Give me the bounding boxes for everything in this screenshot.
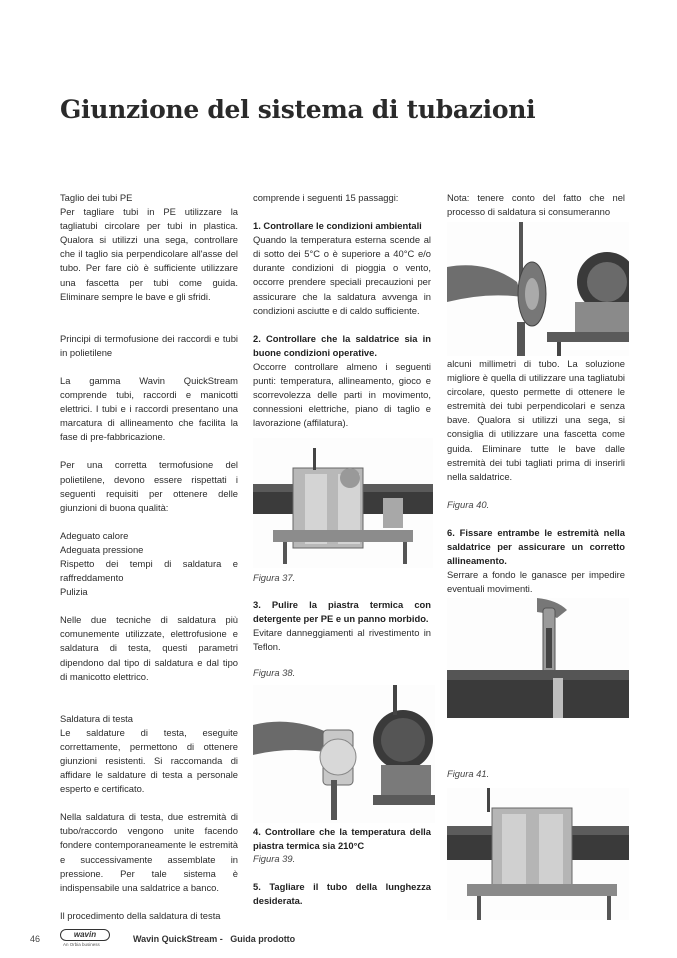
paragraph: Le saldature di testa, eseguite correttamente, permettono di ottenere giunzioni resistenti. Si raccomanda di affidare le saldature di testa a personale esperto e certificato.: [60, 726, 238, 795]
step-4-title: 4. Controllare che la temperatura della piastra termica sia 210°C: [253, 826, 431, 852]
list-item: Adeguata pressione: [60, 543, 144, 555]
figure-40-caption: Figura 40.: [447, 498, 490, 510]
text-column-3: [447, 191, 625, 219]
paragraph: Per una corretta termofusione del polietilene, devono essere rispettati i seguenti requisiti per ottenere delle giunzioni di buona qualità:: [60, 459, 238, 513]
paragraph: Per tagliare tubi in PE utilizzare la tagliatubi circolare per tubi in plastica. Qualora si utilizzi una sega, controllare che il taglio sia perpendicolare all'asse del tubo. Per fare ciò è sufficiente utilizzare una fascetta per tubi come guida. Eliminare sempre le bave e gli sfridi.: [60, 206, 238, 302]
step-3-title: 3. Pulire la piastra termica con detergente per PE e un panno morbido.: [253, 599, 431, 625]
paragraph: Nella saldatura di testa, due estremità di tubo/raccordo vengono unite facendo fondere contemporaneamente le estremità e successivamente assemblate in pressione. Per tale sistema è indispensabile una saldatrice a banco.: [60, 811, 238, 893]
logo-subtitle: An Orbia business: [63, 942, 100, 947]
paragraph: Nelle due tecniche di saldatura più comunemente utilizzate, elettrofusione e saldatura di testa, questi parametri dipendono dal tipo di saldatura e dal tipo di manicotto elettrico.: [60, 614, 238, 682]
text-column-1: [60, 191, 238, 923]
step-2-text: Occorre controllare almeno i seguenti punti: temperatura, allineamento, gioco e scorrevolezza delle parti in movimento, connessioni elettriche, piano di taglio e lavorazione (affilatura).: [253, 360, 431, 429]
note-paragraph: Nota: tenere conto del fatto che nel processo di saldatura si consumeranno: [447, 192, 625, 218]
page-number: 46: [30, 934, 41, 944]
figure-39-caption: Figura 39.: [253, 853, 296, 864]
step-1-text: Quando la temperatura esterna scende al di sotto dei 5°C o è superiore a 40°C e/o durante condizioni di pioggia o vento, occorre prendere speciali precauzioni per assicurare che la saldatura avvenga in condizioni asciutte e di caldo sufficiente.: [253, 234, 431, 316]
figure-41-image: [447, 598, 629, 720]
step-6-text: Serrare a fondo le ganasce per impedire eventuali movimenti.: [447, 569, 625, 595]
paragraph: comprende i seguenti 15 passaggi:: [253, 192, 399, 203]
section-heading-principi: Principi di termofusione dei raccordi e tubi in polietilene: [60, 332, 238, 358]
figure-37-image: [253, 438, 433, 568]
figure-38-image: [253, 685, 435, 823]
section-heading-saldatura: Saldatura di testa: [60, 712, 133, 724]
figure-37-caption: Figura 37.: [253, 572, 296, 583]
step-5-title: 5. Tagliare il tubo della lunghezza desiderata.: [253, 881, 431, 907]
step-5: [253, 880, 431, 908]
section-heading-taglio: Taglio dei tubi PE: [60, 192, 133, 203]
figure-41-caption: Figura 41.: [447, 768, 490, 779]
text-column-3-continued: [447, 357, 625, 596]
wavin-logo: wavin: [60, 929, 110, 941]
paragraph: La gamma Wavin QuickStream comprende tubi, raccordi e manicotti elettrici. I tubi e i raccordi presentano una marcatura di allineamento che facilita la fase di pre-fabbricazione.: [60, 374, 238, 443]
step-4: [253, 825, 431, 853]
step-3-text: Evitare danneggiamenti al rivestimento in Teflon.: [253, 627, 431, 653]
step-1-title: 1. Controllare le condizioni ambientali: [253, 220, 422, 232]
list-item: Adeguato calore: [60, 529, 129, 541]
footer-doc-title: Wavin QuickStream - Guida prodotto: [133, 934, 296, 944]
step-3: [253, 598, 431, 654]
figure-38-caption: Figura 38.: [253, 667, 296, 678]
figure-42-image: [447, 788, 629, 920]
paragraph: alcuni millimetri di tubo. La soluzione migliore è quella di utilizzare una tagliatubi circolare, questo permette di ottenere le estremità dei tubi perpendicolari e senza bave. Qualora si utilizzi una sega, si consiglia di utilizzare una fascetta come guida. Eliminare tutte le bave dalle estremità dei tubi tagliati prima di inserirli nella saldatrice.: [447, 358, 625, 482]
figure-40-image: [447, 222, 629, 356]
step-2-title: 2. Controllare che la saldatrice sia in buone condizioni operative.: [253, 332, 431, 358]
paragraph: Il procedimento della saldatura di testa: [60, 909, 221, 921]
list-item: Pulizia: [60, 586, 88, 598]
text-column-2: [253, 191, 431, 430]
page-title: Giunzione del sistema di tubazioni: [60, 95, 536, 124]
list-item: Rispetto dei tempi di saldatura e raffreddamento: [60, 557, 238, 584]
step-6-title: 6. Fissare entrambe le estremità nella saldatrice per assicurare un corretto allineamento.: [447, 526, 625, 567]
